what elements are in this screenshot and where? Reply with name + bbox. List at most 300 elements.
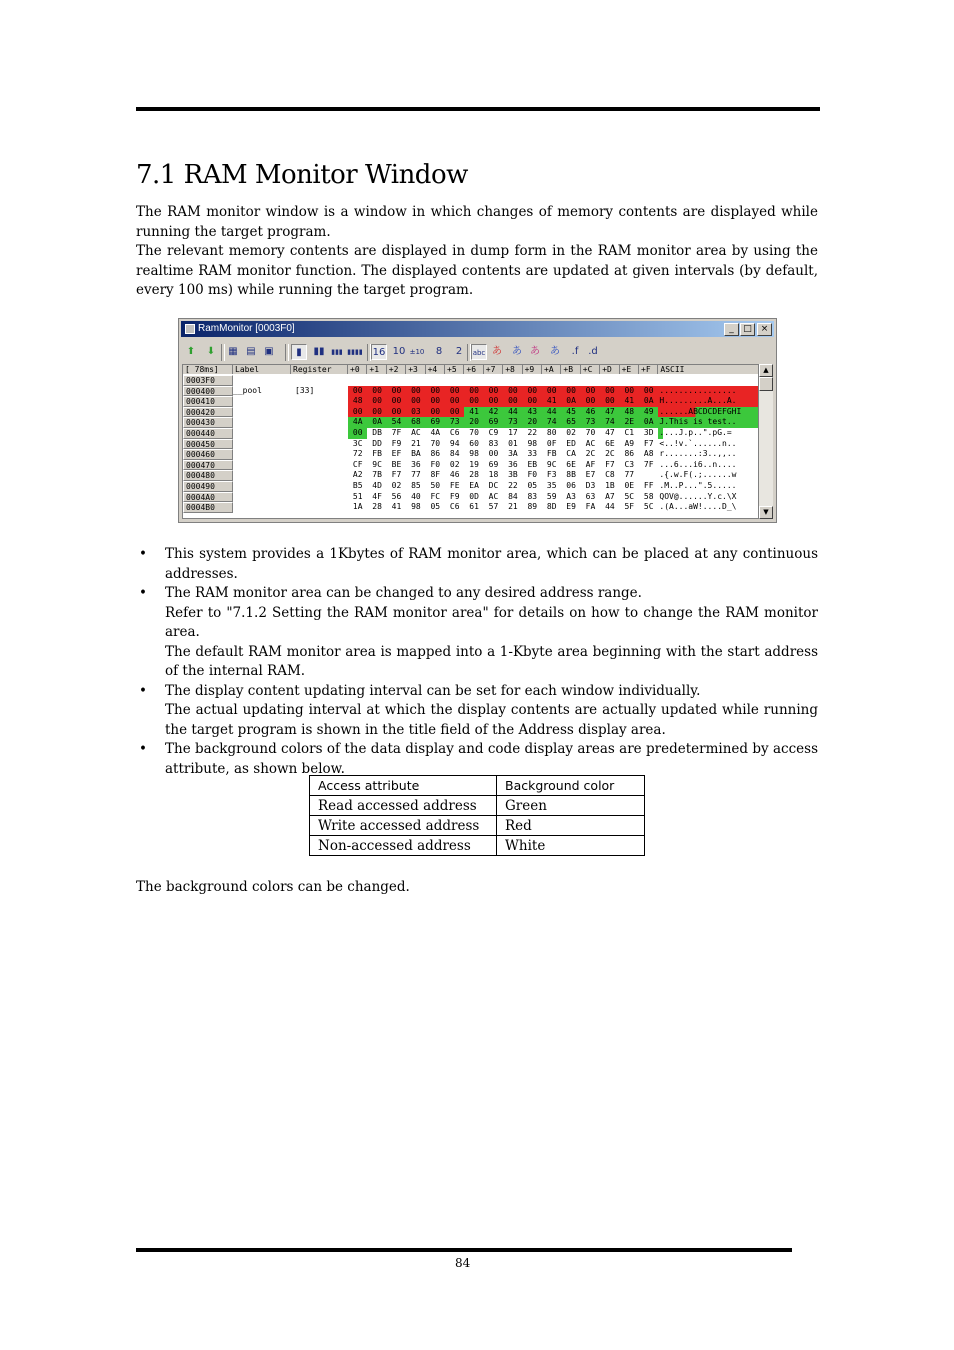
byte-cell[interactable]: 69 (426, 417, 445, 428)
byte-cell[interactable]: 0A (367, 417, 386, 428)
byte-cell[interactable]: 8F (426, 470, 445, 481)
byte-cell[interactable]: 00 (561, 386, 580, 397)
byte-cell[interactable]: 00 (406, 396, 425, 407)
lword-width-icon[interactable]: ▮▮▮ (331, 348, 343, 356)
ascii-cell[interactable]: ....J.p..".pG.= (658, 428, 758, 439)
byte-cell[interactable]: C9 (484, 428, 503, 439)
byte-cell[interactable]: 44 (503, 407, 522, 418)
byte-cell[interactable]: 7F (387, 428, 406, 439)
double-icon[interactable]: .d (588, 346, 598, 357)
byte-cell[interactable]: EF (387, 449, 406, 460)
byte-cell[interactable]: 00 (406, 386, 425, 397)
byte-cell[interactable] (600, 375, 619, 386)
byte-cell[interactable] (348, 375, 367, 386)
byte-cell[interactable]: 1A (348, 502, 367, 513)
ascii-cell[interactable]: r.......:3..,,.. (658, 449, 758, 460)
vertical-scrollbar[interactable] (759, 364, 773, 519)
close-button[interactable]: × (757, 323, 772, 336)
byte-cell[interactable]: 0A (639, 417, 658, 428)
byte-cell[interactable]: A2 (348, 470, 367, 481)
byte-cell[interactable]: 18 (484, 470, 503, 481)
byte-cell[interactable]: 00 (387, 396, 406, 407)
byte-cell[interactable]: 63 (581, 492, 600, 503)
byte-cell[interactable]: 02 (561, 428, 580, 439)
set-area-icon[interactable]: ▦ (228, 346, 238, 357)
address-cell[interactable]: 000450 (183, 439, 233, 450)
byte-cell[interactable] (639, 470, 658, 481)
byte-cell[interactable]: FC (426, 492, 445, 503)
byte-cell[interactable]: 21 (406, 439, 425, 450)
toolbar-separator (285, 344, 289, 361)
byte-cell[interactable]: 69 (484, 417, 503, 428)
address-cell[interactable]: 000470 (183, 460, 233, 471)
byte-cell[interactable]: 85 (406, 481, 425, 492)
byte-cell[interactable]: 0A (639, 396, 658, 407)
byte-cell[interactable]: A8 (639, 449, 658, 460)
byte-cell[interactable]: 8B (561, 470, 580, 481)
byte-cell[interactable]: FE (445, 481, 464, 492)
byte-cell[interactable]: 98 (406, 502, 425, 513)
byte-cell[interactable]: 17 (503, 428, 522, 439)
byte-cell[interactable]: 8D (542, 502, 561, 513)
byte-cell[interactable] (367, 375, 386, 386)
bullet-dot: • (139, 546, 147, 562)
byte-cell[interactable]: D3 (581, 481, 600, 492)
table-header-cell: Access attribute (310, 776, 497, 796)
unicode-icon[interactable]: あ (550, 346, 560, 357)
byte-cell[interactable]: 00 (464, 386, 483, 397)
byte-cell[interactable]: 00 (348, 407, 367, 418)
intro-paragraph-2: The relevant memory contents are displayed in dump form in the RAM monitor area by using the realtime RAM monitor function. The displayed contents are updated at given intervals (by default, every 100 ms) while running the target program. (136, 243, 818, 298)
byte-cell[interactable]: ED (561, 439, 580, 450)
byte-cell[interactable]: 00 (503, 396, 522, 407)
byte-cell[interactable]: 46 (581, 407, 600, 418)
sjis-icon[interactable]: あ (492, 346, 502, 357)
byte-cell[interactable]: 98 (523, 439, 542, 450)
byte-cell[interactable]: A3 (561, 492, 580, 503)
bullet-item (136, 545, 818, 584)
ascii-cell[interactable]: ......ABCDCDEFGHI (658, 407, 758, 418)
byte-cell[interactable]: 00 (426, 407, 445, 418)
byte-cell[interactable]: 28 (464, 470, 483, 481)
column-header-cell: +B (561, 365, 580, 374)
byte-cell[interactable]: 47 (600, 407, 619, 418)
byte-cell[interactable]: C3 (620, 460, 639, 471)
byte-cell[interactable]: 00 (542, 386, 561, 397)
footer-note: The background colors can be changed. (136, 879, 410, 895)
byte-cell[interactable] (387, 375, 406, 386)
bullet-item (136, 682, 818, 741)
byte-cell[interactable]: 41 (620, 396, 639, 407)
byte-cell[interactable]: 60 (464, 439, 483, 450)
byte-cell[interactable]: 9C (542, 460, 561, 471)
byte-cell[interactable]: 3A (503, 449, 522, 460)
byte-cell[interactable]: 70 (581, 428, 600, 439)
byte-cell[interactable]: 54 (387, 417, 406, 428)
byte-cell[interactable]: AC (581, 439, 600, 450)
byte-cell[interactable]: 02 (445, 460, 464, 471)
address-cell[interactable]: 000420 (183, 407, 233, 418)
byte-cell[interactable] (561, 375, 580, 386)
byte-cell[interactable]: 5C (639, 502, 658, 513)
byte-cell[interactable]: 77 (406, 470, 425, 481)
byte-cell[interactable]: E7 (581, 470, 600, 481)
byte-cell[interactable] (620, 375, 639, 386)
byte-cell[interactable]: 5C (620, 492, 639, 503)
byte-cell[interactable]: 33 (523, 449, 542, 460)
byte-cell[interactable]: 65 (561, 417, 580, 428)
byte-cell[interactable]: 4D (367, 481, 386, 492)
byte-cell[interactable]: 4A (348, 417, 367, 428)
byte-cell[interactable]: 3C (348, 439, 367, 450)
byte-cell[interactable]: 86 (620, 449, 639, 460)
byte-cell[interactable]: DC (484, 481, 503, 492)
byte-cell[interactable]: 49 (639, 407, 658, 418)
byte-cell[interactable]: 59 (542, 492, 561, 503)
byte-cell[interactable]: 44 (542, 407, 561, 418)
ascii-cell[interactable] (658, 375, 758, 386)
column-header-cell: Label (233, 365, 291, 374)
dec-icon[interactable]: 10 (392, 346, 406, 357)
toolbar-separator (467, 344, 471, 361)
byte-cell[interactable]: 77 (620, 470, 639, 481)
jis-icon[interactable]: あ (512, 346, 522, 357)
byte-cell[interactable]: EB (523, 460, 542, 471)
footer-rule (136, 1248, 792, 1252)
scroll-thumb[interactable] (759, 377, 773, 391)
feature-list (136, 545, 818, 779)
address-cell[interactable]: 000480 (183, 470, 233, 481)
byte-cell[interactable]: 00 (445, 396, 464, 407)
byte-cell[interactable] (406, 375, 425, 386)
byte-cell[interactable]: C6 (445, 502, 464, 513)
ascii-icon[interactable]: abc (471, 344, 487, 360)
byte-cell[interactable]: 6E (600, 439, 619, 450)
byte-cell[interactable]: DD (367, 439, 386, 450)
byte-cell[interactable]: 00 (445, 407, 464, 418)
ascii-cell[interactable]: .{.w.F(.;......w (658, 470, 758, 481)
byte-cell[interactable]: 84 (503, 492, 522, 503)
byte-cell[interactable]: 9C (367, 460, 386, 471)
byte-cell[interactable]: F0 (523, 470, 542, 481)
byte-cell[interactable]: F7 (387, 470, 406, 481)
byte-width-icon[interactable]: ▮ (291, 344, 307, 360)
column-header-cell: ASCII (658, 365, 759, 374)
signed-dec-icon[interactable]: ±10 (409, 348, 425, 356)
byte-cell[interactable]: 83 (484, 439, 503, 450)
byte-cell[interactable]: 73 (445, 417, 464, 428)
byte-cell[interactable]: 00 (600, 386, 619, 397)
byte-cell[interactable]: FA (581, 502, 600, 513)
bin-icon[interactable]: 2 (455, 346, 463, 357)
byte-cell[interactable]: 00 (348, 428, 367, 439)
byte-cell[interactable]: F9 (445, 492, 464, 503)
byte-cell[interactable]: 00 (426, 386, 445, 397)
address-cell[interactable]: 000410 (183, 396, 233, 407)
byte-cell[interactable]: 42 (484, 407, 503, 418)
table-row (310, 836, 645, 856)
byte-cell[interactable]: F9 (387, 439, 406, 450)
column-header (183, 365, 758, 374)
address-cell[interactable]: 000400 (183, 386, 233, 397)
byte-cell[interactable]: 43 (523, 407, 542, 418)
address-cell[interactable]: 0004B0 (183, 502, 233, 513)
address-cell[interactable]: 000430 (183, 417, 233, 428)
byte-cell[interactable]: 73 (503, 417, 522, 428)
byte-cell[interactable]: 22 (523, 428, 542, 439)
byte-cell[interactable]: 0E (620, 481, 639, 492)
byte-cell[interactable]: 51 (348, 492, 367, 503)
ascii-cell[interactable]: H.........A...A. (658, 396, 758, 407)
down-arrow-icon[interactable]: ⬇ (206, 346, 216, 357)
byte-cell[interactable]: 00 (367, 396, 386, 407)
clear-icon[interactable]: ▤ (246, 346, 256, 357)
byte-cell[interactable]: 01 (503, 439, 522, 450)
ascii-cell[interactable]: .(A...aW!....D_\ (658, 502, 758, 513)
byte-cell[interactable]: AC (406, 428, 425, 439)
access-color-table (309, 775, 645, 856)
byte-cell[interactable]: 72 (348, 449, 367, 460)
byte-cell[interactable]: 48 (348, 396, 367, 407)
up-arrow-icon[interactable]: ⬆ (186, 346, 196, 357)
byte-cell[interactable]: 00 (581, 386, 600, 397)
minimize-button[interactable]: _ (724, 323, 739, 336)
byte-cell[interactable]: 0F (542, 439, 561, 450)
byte-cell[interactable]: 50 (426, 481, 445, 492)
byte-cell[interactable] (639, 375, 658, 386)
byte-cell[interactable]: 00 (426, 396, 445, 407)
byte-cell[interactable]: 7B (367, 470, 386, 481)
byte-cell[interactable]: 00 (367, 386, 386, 397)
byte-cell[interactable]: 06 (561, 481, 580, 492)
byte-cell[interactable]: 00 (464, 396, 483, 407)
byte-cell[interactable]: 74 (542, 417, 561, 428)
byte-cell[interactable]: F7 (639, 439, 658, 450)
byte-cell[interactable]: AC (484, 492, 503, 503)
byte-cell[interactable] (445, 375, 464, 386)
byte-cell[interactable]: FB (542, 449, 561, 460)
byte-cell[interactable] (464, 375, 483, 386)
byte-cell[interactable]: 0D (464, 492, 483, 503)
ram-dump-grid (182, 364, 759, 519)
byte-cell[interactable]: 94 (445, 439, 464, 450)
bullet-text: The background colors of the data display and code display areas are predetermined by access attribute, as shown below. (165, 741, 818, 777)
scroll-down-icon[interactable]: ▼ (759, 506, 773, 519)
byte-cell[interactable]: 22 (503, 481, 522, 492)
byte-cell[interactable]: BA (406, 449, 425, 460)
bullet-subtext: The actual updating interval at which the display contents are actually updated while running the target program is shown in the title field of the Address display area. (165, 702, 818, 738)
byte-cell[interactable]: 00 (600, 396, 619, 407)
ascii-cell[interactable]: ................ (658, 386, 758, 397)
byte-cell[interactable]: 5F (620, 502, 639, 513)
byte-cell[interactable]: 84 (445, 449, 464, 460)
byte-cell[interactable] (484, 375, 503, 386)
byte-cell[interactable]: 3D (639, 428, 658, 439)
byte-cell[interactable]: 7F (639, 460, 658, 471)
byte-cell[interactable]: 4F (367, 492, 386, 503)
maximize-button[interactable]: □ (740, 323, 755, 336)
column-header-cell: +2 (387, 365, 406, 374)
bullet-text: This system provides a 1Kbytes of RAM monitor area, which can be placed at any continuous addresses. (165, 546, 818, 582)
table-cell: White (497, 836, 645, 856)
byte-cell[interactable]: 00 (387, 386, 406, 397)
byte-cell[interactable]: FF (639, 481, 658, 492)
column-header-cell: +D (600, 365, 619, 374)
byte-cell[interactable]: F7 (600, 460, 619, 471)
ascii-cell[interactable]: <..!v.`......n.. (658, 439, 758, 450)
byte-cell[interactable]: CA (561, 449, 580, 460)
byte-cell[interactable]: 00 (581, 396, 600, 407)
address-cell[interactable]: 000490 (183, 481, 233, 492)
byte-cell[interactable]: 89 (523, 502, 542, 513)
byte-cell[interactable]: 48 (620, 407, 639, 418)
byte-cell[interactable]: 58 (639, 492, 658, 503)
byte-cell[interactable]: 00 (484, 396, 503, 407)
byte-cell[interactable]: 6E (561, 460, 580, 471)
byte-cell[interactable]: 46 (445, 470, 464, 481)
byte-cell[interactable]: 45 (561, 407, 580, 418)
byte-cell[interactable]: CF (348, 460, 367, 471)
byte-cell[interactable]: 41 (542, 396, 561, 407)
address-cell[interactable]: 000440 (183, 428, 233, 439)
float-icon[interactable]: .f (571, 346, 579, 357)
byte-cell[interactable]: 70 (464, 428, 483, 439)
byte-cell[interactable]: 70 (426, 439, 445, 450)
byte-cell[interactable] (426, 375, 445, 386)
table-cell: Non-accessed address (310, 836, 497, 856)
byte-cell[interactable]: 57 (484, 502, 503, 513)
byte-cell[interactable]: 02 (387, 481, 406, 492)
byte-cell[interactable]: 00 (445, 386, 464, 397)
byte-cell[interactable]: 40 (406, 492, 425, 503)
column-header-cell: +1 (367, 365, 386, 374)
byte-cell[interactable] (542, 375, 561, 386)
byte-cell[interactable]: 00 (484, 386, 503, 397)
window-titlebar[interactable] (181, 321, 774, 337)
byte-cell[interactable]: 41 (387, 502, 406, 513)
byte-cell[interactable]: A7 (600, 492, 619, 503)
byte-cell[interactable]: 28 (367, 502, 386, 513)
byte-cell[interactable]: 35 (542, 481, 561, 492)
byte-cell[interactable]: FB (367, 449, 386, 460)
byte-cell[interactable]: 00 (367, 407, 386, 418)
window-title: RamMonitor [0003F0] (198, 323, 295, 334)
byte-cell[interactable]: 56 (387, 492, 406, 503)
ascii-cell[interactable]: .M..P...".5..... (658, 481, 758, 492)
byte-cell[interactable]: DB (367, 428, 386, 439)
byte-cell[interactable]: 80 (542, 428, 561, 439)
byte-cell[interactable] (581, 375, 600, 386)
byte-cell[interactable]: 68 (406, 417, 425, 428)
oct-icon[interactable]: 8 (435, 346, 443, 357)
byte-cell[interactable]: C1 (620, 428, 639, 439)
byte-cell[interactable]: 19 (464, 460, 483, 471)
byte-cell[interactable]: 2C (600, 449, 619, 460)
euc-icon[interactable]: あ (530, 346, 540, 357)
byte-cell[interactable]: 36 (406, 460, 425, 471)
byte-cell[interactable]: 00 (620, 386, 639, 397)
byte-cell[interactable]: 05 (523, 481, 542, 492)
byte-cell[interactable]: 00 (523, 396, 542, 407)
byte-cell[interactable]: 36 (503, 460, 522, 471)
byte-cell[interactable]: 20 (523, 417, 542, 428)
address-cell[interactable]: 0004A0 (183, 492, 233, 503)
byte-cell[interactable]: F3 (542, 470, 561, 481)
ascii-cell[interactable]: ...6...i6..n.... (658, 460, 758, 471)
byte-cell[interactable]: 74 (600, 417, 619, 428)
bullet-subtext: Refer to "7.1.2 Setting the RAM monitor area" for details on how to change the RAM monitor area. (165, 604, 818, 640)
table-header-row (310, 776, 645, 796)
ascii-cell[interactable]: J.This is test.. (658, 417, 758, 428)
byte-cell[interactable]: 21 (503, 502, 522, 513)
column-header-cell: +C (581, 365, 600, 374)
table-row (310, 816, 645, 836)
byte-cell[interactable]: 2E (620, 417, 639, 428)
ascii-cell[interactable]: QOV@......Y.c.\X (658, 492, 758, 503)
column-header-cell: +3 (406, 365, 425, 374)
byte-cell[interactable]: 73 (581, 417, 600, 428)
byte-cell[interactable]: 05 (426, 502, 445, 513)
byte-cell[interactable]: BE (387, 460, 406, 471)
word-width-icon[interactable]: ▮▮ (313, 346, 325, 357)
byte-cell[interactable]: EA (464, 481, 483, 492)
byte-cell[interactable]: 00 (639, 386, 658, 397)
qword-width-icon[interactable]: ▮▮▮▮ (347, 348, 363, 356)
byte-cell[interactable]: 3B (503, 470, 522, 481)
byte-cell[interactable]: 0A (561, 396, 580, 407)
column-header-cell: +0 (348, 365, 367, 374)
byte-cell[interactable]: A9 (620, 439, 639, 450)
toolbar (181, 341, 774, 363)
byte-cell[interactable]: B5 (348, 481, 367, 492)
byte-cell[interactable] (523, 375, 542, 386)
address-cell[interactable]: 0003F0 (183, 375, 233, 386)
byte-cell[interactable]: 86 (426, 449, 445, 460)
byte-cell[interactable] (503, 375, 522, 386)
byte-cell[interactable]: 98 (464, 449, 483, 460)
byte-cell[interactable]: E9 (561, 502, 580, 513)
byte-cell[interactable]: 2C (581, 449, 600, 460)
byte-cell[interactable]: 00 (387, 407, 406, 418)
byte-cell[interactable]: 20 (464, 417, 483, 428)
hex-icon[interactable]: 16 (371, 344, 387, 360)
byte-cell[interactable]: 83 (523, 492, 542, 503)
byte-cell[interactable]: AF (581, 460, 600, 471)
byte-cell[interactable]: 69 (484, 460, 503, 471)
byte-cell[interactable]: 00 (348, 386, 367, 397)
byte-cell[interactable]: C8 (600, 470, 619, 481)
byte-cell[interactable]: 03 (406, 407, 425, 418)
byte-cell[interactable]: 00 (484, 449, 503, 460)
byte-cell[interactable]: 00 (523, 386, 542, 397)
bullet-dot: • (139, 682, 147, 699)
byte-cell[interactable]: 1B (600, 481, 619, 492)
byte-cell[interactable]: 41 (464, 407, 483, 418)
bullet-text: The display content updating interval can be set for each window individually. (165, 682, 701, 699)
byte-cell[interactable]: C6 (445, 428, 464, 439)
scroll-up-icon[interactable]: ▲ (759, 364, 773, 377)
column-header-cell: +6 (464, 365, 483, 374)
byte-cell[interactable]: 4A (426, 428, 445, 439)
byte-cell[interactable]: F0 (426, 460, 445, 471)
byte-cell[interactable]: 44 (600, 502, 619, 513)
byte-cell[interactable]: 61 (464, 502, 483, 513)
byte-cell[interactable]: 47 (600, 428, 619, 439)
address-cell[interactable]: 000460 (183, 449, 233, 460)
sample-icon[interactable]: ▣ (264, 346, 274, 357)
byte-cell[interactable]: 00 (503, 386, 522, 397)
intro-paragraph-1: The RAM monitor window is a window in which changes of memory contents are displayed while running the target program. (136, 204, 818, 240)
